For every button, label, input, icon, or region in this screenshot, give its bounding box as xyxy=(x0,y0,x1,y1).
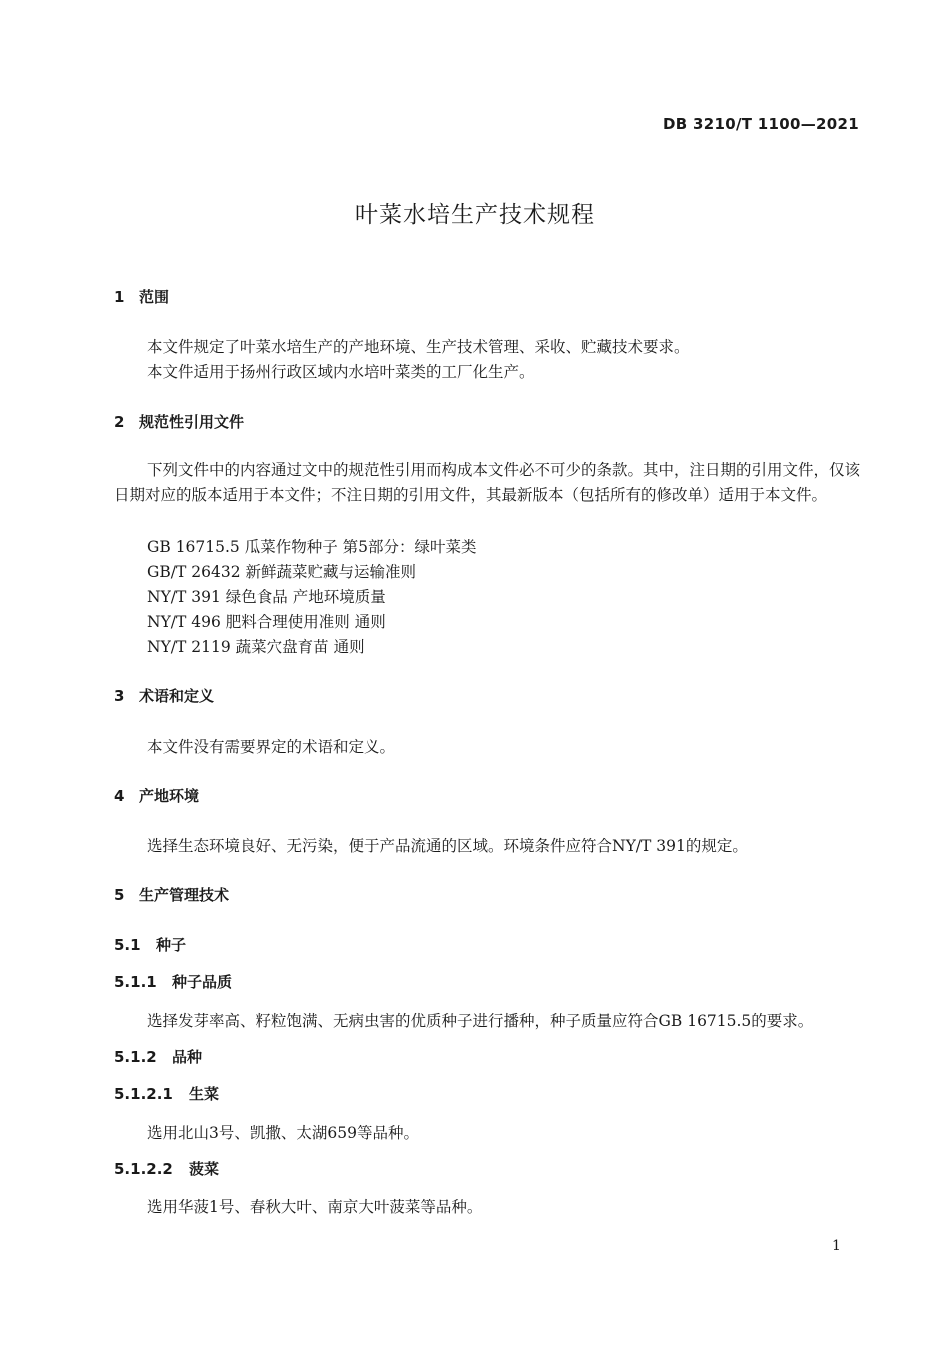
section-title: 种子 xyxy=(156,936,187,954)
document-number: DB 3210/T 1100—2021 xyxy=(663,115,859,133)
section-3-heading xyxy=(114,685,214,706)
section-number: 1 xyxy=(114,288,125,306)
reference-item: GB/T 26432 新鲜蔬菜贮藏与运输准则 xyxy=(147,563,416,581)
paragraph: 下列文件中的内容通过文中的规范性引用而构成本文件必不可少的条款。其中，注日期的引用文件，仅该日期对应的版本适用于本文件；不注日期的引用文件，其最新版本（包括所有的修改单）适用于本文件。 xyxy=(114,461,861,504)
reference-item: NY/T 2119 蔬菜穴盘育苗 通则 xyxy=(147,638,365,656)
document-title: 叶菜水培生产技术规程 xyxy=(355,202,595,228)
section-number: 5.1.1 xyxy=(114,973,157,991)
section-title: 术语和定义 xyxy=(139,687,215,705)
section-number: 5.1.2.2 xyxy=(114,1160,173,1178)
paragraph: 选择发芽率高、籽粒饱满、无病虫害的优质种子进行播种，种子质量应符合GB 16715.5的要求。 xyxy=(147,1012,814,1030)
section-1-heading xyxy=(114,286,169,307)
section-4-heading xyxy=(114,785,199,806)
section-number: 5.1.2 xyxy=(114,1048,157,1066)
section-title: 范围 xyxy=(139,288,170,306)
section-number: 4 xyxy=(114,787,125,805)
section-number: 5.1 xyxy=(114,936,141,954)
section-5-1-2-2-heading xyxy=(114,1158,219,1179)
paragraph: 选择生态环境良好、无污染，便于产品流通的区域。环境条件应符合NY/T 391的规定。 xyxy=(147,837,748,855)
section-title: 产地环境 xyxy=(139,787,200,805)
section-number: 3 xyxy=(114,687,125,705)
section-title: 规范性引用文件 xyxy=(139,413,245,431)
page-number: 1 xyxy=(832,1238,841,1254)
section-number: 5 xyxy=(114,886,125,904)
section-5-heading xyxy=(114,884,229,905)
section-title: 品种 xyxy=(172,1048,203,1066)
section-title: 生产管理技术 xyxy=(139,886,230,904)
reference-item: NY/T 391 绿色食品 产地环境质量 xyxy=(147,588,386,606)
section-number: 2 xyxy=(114,413,125,431)
section-number: 5.1.2.1 xyxy=(114,1085,173,1103)
section-2-heading xyxy=(114,411,244,432)
section-title: 菠菜 xyxy=(189,1160,220,1178)
paragraph: 选用北山3号、凯撒、太湖659等品种。 xyxy=(147,1124,419,1142)
paragraph: 本文件没有需要界定的术语和定义。 xyxy=(147,738,396,756)
section-5-1-2-heading xyxy=(114,1046,202,1067)
reference-item: NY/T 496 肥料合理使用准则 通则 xyxy=(147,613,386,631)
paragraph: 选用华菠1号、春秋大叶、南京大叶菠菜等品种。 xyxy=(147,1198,483,1216)
section-5-1-1-heading xyxy=(114,971,232,992)
section-5-1-2-1-heading xyxy=(114,1083,219,1104)
paragraph: 本文件规定了叶菜水培生产的产地环境、生产技术管理、采收、贮藏技术要求。 xyxy=(147,338,690,356)
paragraph: 本文件适用于扬州行政区域内水培叶菜类的工厂化生产。 xyxy=(147,363,535,381)
section-5-1-heading xyxy=(114,934,186,955)
section-title: 生菜 xyxy=(189,1085,220,1103)
reference-item: GB 16715.5 瓜菜作物种子 第5部分：绿叶菜类 xyxy=(147,538,477,556)
section-title: 种子品质 xyxy=(172,973,233,991)
